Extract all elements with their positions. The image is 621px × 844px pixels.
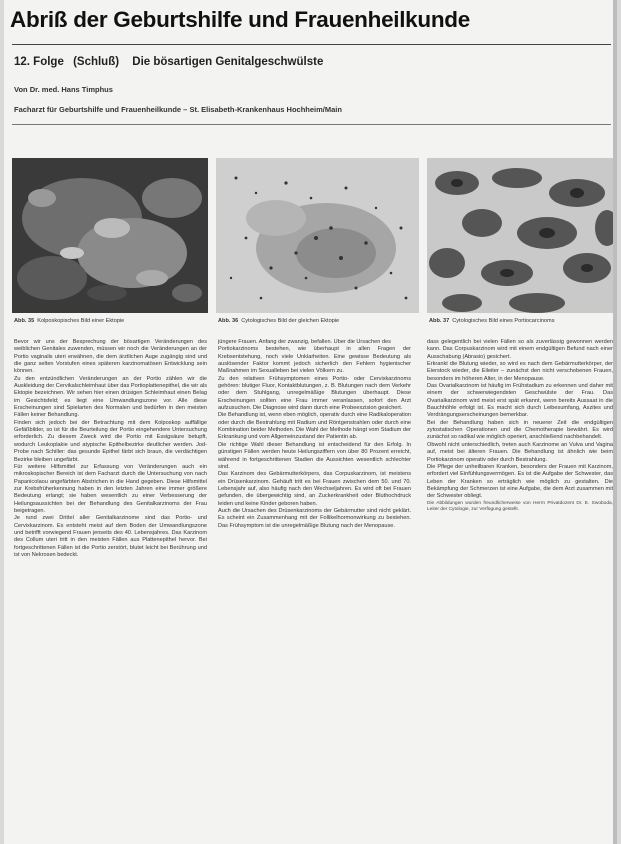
article-title: Abriß der Geburtshilfe und Frauenheilkunde — [10, 7, 470, 32]
figure-36-image — [216, 158, 419, 313]
paragraph: Die Pflege der unheilbaren Kranken, besonders der Frauen mit Karzinom, erfordert viel Einfühlungsvermögen. Es ist die Aufgabe der Schwester, das Leben der Kranken so erträglich wie möglich zu gestalten. Die Bekämpfung der Schmerzen ist eine Aufgabe, die dem Arzt zusammen mit der Schwester obliegt. — [427, 463, 613, 500]
affiliation-line: Facharzt für Geburtshilfe und Frauenheilkunde – St. Elisabeth-Krankenhaus Hochheim/Main — [14, 105, 342, 114]
figure-36-caption-text: Cytologisches Bild der gleichen Ektopie — [241, 318, 340, 324]
paragraph: Die richtige Wahl dieser Behandlung ist entscheidend für den Erfolg. In günstigen Fällen werden heute Heilungsziffern von über 80 Prozent erreicht, während in fortgeschrittenen Stadien die Aussichten wesentlich schlechter sind. — [218, 441, 411, 470]
paragraph: Finden sich jedoch bei der Betrachtung mit dem Kolposkop auffällige Gefäßbilder, so ist für die Beurteilung der Portio eingehendere Untersuchung erforderlich. Zu diesem Zweck wird die Portio mit Essigsäure betupft, wodurch Leukoplakie und atypische Epithelbezirke deutlicher werden. Jod-Probe nach Schiller: das gesunde Epithel färbt sich braun, die verdächtigen Bezirke bleiben ungefärbt. — [14, 419, 207, 463]
figure-35-caption-text: Kolposkopisches Bild einer Ektopie — [37, 318, 125, 324]
scrollbar[interactable] — [613, 0, 617, 844]
cytology-photo — [216, 158, 419, 313]
paragraph: Für weitere Hilfsmittel zur Erfassung von Veränderungen auch ein mikroskopischer Bereich ist dem Facharzt durch die Untersuchung von nach Papanicolaou angefärbten Abstrichen in die Hand gegeben. Diese Hilfsmittel zur Krebsfrüherkennung haben in den letzten Jahren eine immer größere Bedeutung erlangt; sie haben wesentlich zu einer Verbesserung der Heilungsaussichten bei der Behandlung des Genitalkarzinoms der Frau beigetragen. — [14, 463, 207, 514]
paragraph: Das Karzinom des Gebärmutterkörpers, das Corpuskarzinom, ist meistens ein Drüsenkarzinom. Gehäuft tritt es bei Frauen zwischen dem 50. und 70. Lebensjahr auf, also häufig nach den Wechseljahren. Es wird oft bei Frauen gefunden, die übergewichtig sind, an Zuckerkrankheit oder Bluthochdruck leiden und keine Kinder geboren haben. — [218, 471, 411, 507]
text-column-3 — [427, 339, 613, 841]
text-column-2 — [218, 339, 411, 841]
figure-37-image — [427, 158, 617, 313]
figure-36-caption — [218, 318, 421, 324]
header-rule — [12, 124, 611, 125]
title-rule — [12, 44, 611, 45]
paragraph: Portiokarzinoms bestehen, wie überhaupt in allen Fragen der Krebsentstehung, noch viele Unklarheiten. Eine gewisse Bedeutung als auslösender Faktor kommt jedoch sicherlich den Fehlern hygienischer Maßnahmen im Sexualleben bei vielen Völkern zu. — [218, 346, 411, 375]
figure-37-label: Abb. 37 — [429, 318, 450, 324]
figure-35-caption — [14, 318, 212, 324]
paragraph: Das Ovarialkarzinom ist häufig im Frühstadium zu erkennen und daher mit einem der schwerwiegendsten Geschwülste der Frau. Das Ovarialkarzinom wird meist erst spät erkannt, wenn bereits Aussaat in die Bauchhöhle erfolgt ist. Es macht sich durch Leibesumfang, Aszites und Verdrängungserscheinungen bemerkbar. — [427, 383, 613, 419]
paragraph: Auch die Ursachen des Drüsenkarzinoms der Gebärmutter sind nicht geklärt. Es scheint ein Zusammenhang mit der Follikelhormonwirkung zu bestehen. Das Frühsymptom ist die unregelmäßige Blutung nach der Menopause. — [218, 507, 411, 529]
paragraph: Zu den relativen Frühsymptomen eines Portio- oder Cervixkarzinoms gehören: blutiger Fluor, Kontaktblutungen, z. B. Blutungen nach dem Verkehr oder dem Stuhlgang, unregelmäßige Blutungen überhaupt. Diese Erscheinungen sollten eine Frau immer veranlassen, sofort den Arzt aufzusuchen. Die Diagnose wird dann durch eine Probeexzision gesichert. — [218, 375, 411, 412]
paragraph: Bei der Behandlung haben sich in neuerer Zeit die endgültigen zytostatischen Operationen und die Chemotherapie bewährt. Es wird zunächst so radikal wie möglich operiert, anschließend nachbehandelt. — [427, 419, 613, 441]
series-part: 12. Folge — [14, 56, 64, 68]
paragraph: jüngere Frauen. Anfang der zwanzig, befallen. Über die Ursachen des — [218, 339, 391, 345]
paragraph: Bevor wir uns der Besprechung der bösartigen Veränderungen des weiblichen Genitales zuwenden, müssen wir noch die Veränderungen an der Portio vaginalis uteri erwähnen, die dem ärztlichen Auge zugängig sind und die ganz selten Vorstufen eines späteren karzinomatösen Entwicklung sein können. — [14, 339, 207, 375]
series-topic: Die bösartigen Genitalgeschwülste — [132, 56, 324, 68]
series-note: (Schluß) — [73, 56, 120, 68]
image-credit-footnote: Die Abbildungen wurden freundlicherweise von Herrn Privatdozent Dr. E. Swoboda, Leiter der Cytologie, zur Verfügung gestellt. — [427, 500, 613, 512]
paragraph: Erkrankt die Blutung wieder, so wird es nach dem Gebärmutterkörper, der Eierstock wieder, die Eileiter – zunächst den nicht verschobenen Frauen, besonders im höheren Alter, in der Menopause. — [427, 361, 613, 382]
paragraph: Zu den entzündlichen Veränderungen an der Portio zählen wir die Auskleidung der Cervikalschleimhaut über das Portioplattenepithel, die wir als Ektopie bezeichnen. Wir sehen hier einen drüsigen Schleimhaut einen Belag im Gesichtsfeld; es liegt eine Umwandlungszone vor. Alle diese Erscheinungen sind Spielarten des Normalen und bedürfen in den meisten Fällen keiner Behandlung. — [14, 375, 207, 419]
subtitle — [14, 56, 323, 68]
figure-37-caption-text: Cytologisches Bild eines Portiocarcinoms — [452, 318, 555, 324]
colposcopy-photo — [12, 158, 208, 313]
paragraph: dass gelegentlich bei vielen Fällen so als zuverlässig gewonnen werden kann. Das Corpuskarzinom wird mit einem endgültigen Befund nach einer Ausschabung (Abrasio) gesichert. — [427, 339, 613, 360]
author-line: Von Dr. med. Hans Timphus — [14, 85, 113, 94]
carcinoma-cytology-photo — [427, 158, 617, 313]
figure-36-label: Abb. 36 — [218, 318, 239, 324]
paragraph: Obwohl nicht unterschiedlich, treten auch Karzinome an Vulva und Vagina auf, meist bei älteren Frauen. Die Behandlung ist ähnlich wie beim Portiokarzinom operativ oder durch Bestrahlung. — [427, 441, 613, 463]
paragraph: Je rund zwei Drittel aller Genitalkarzinome sind das Portio- und Cervixkarzinom. Es entsteht meist auf dem Boden der Umwandlungszone und betrifft vorwiegend Frauen jenseits des 40. Lebensjahres. Das Karzinom des Collum uteri tritt in den meisten Fällen aus Plattenepithel hervor. Bei fortgeschrittenen Fällen ist die Portio zerstört, blutet leicht bei Berührung und ist von Nekrosen bedeckt. — [14, 515, 207, 558]
text-column-1 — [14, 339, 207, 841]
page — [4, 0, 617, 844]
figure-35-label: Abb. 35 — [14, 318, 35, 324]
figure-37-caption — [429, 318, 617, 324]
figure-35-image — [12, 158, 208, 313]
paragraph: Die Behandlung ist, wenn eben möglich, operativ durch eine Radikaloperation oder durch die Bestrahlung mit Radium und Röntgenstrahlen oder durch eine Kombination beider Methoden. Die Wahl der Methode hängt vom Stadium der Erkrankung und vom Allgemeinzustand der Patientin ab. — [218, 412, 411, 441]
